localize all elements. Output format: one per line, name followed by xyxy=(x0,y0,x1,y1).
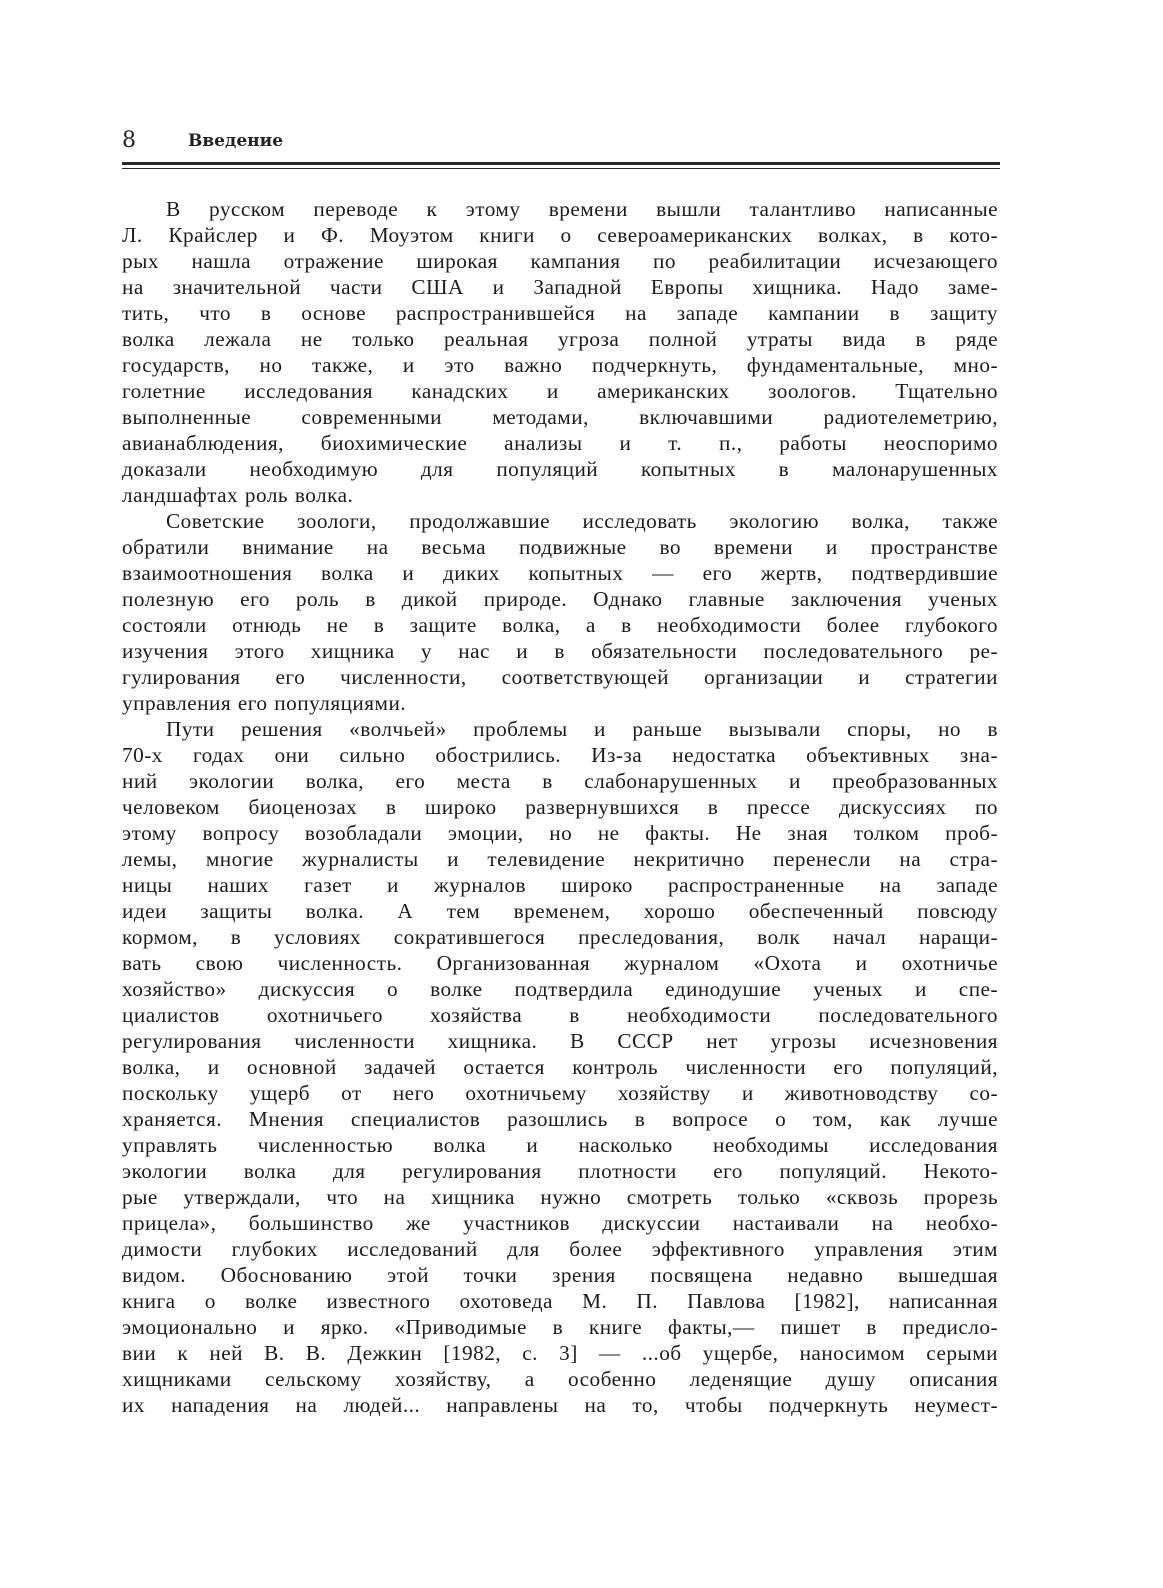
text-line: взаимоотношения волка и диких копытных — его жертв, подтвердившие xyxy=(122,561,998,585)
text-line: хищниками сельскому хозяйству, а особенно леденящие душу описания xyxy=(122,1367,998,1391)
text-line: рые утверждали, что на хищника нужно смотреть только «сквозь прорезь xyxy=(122,1185,998,1209)
text-line: книга о волке известного охотоведа М. П. Павлова [1982], написанная xyxy=(122,1289,998,1313)
text-line: выполненные современными методами, включавшими радиотелеметрию, xyxy=(122,405,998,429)
text-line: циалистов охотничьего хозяйства в необходимости последовательного xyxy=(122,1003,998,1027)
header-rule-thick xyxy=(122,162,1000,165)
text-line: регулирования численности хищника. В СССР нет угрозы исчезновения xyxy=(122,1029,998,1053)
text-line: гулирования его численности, соответствующей организации и стратегии xyxy=(122,665,998,689)
text-line: кормом, в условиях сократившегося преследования, волк начал наращи- xyxy=(122,925,998,949)
text-line: В русском переводе к этому времени вышли талантливо написанные xyxy=(166,197,998,221)
text-line: лемы, многие журналисты и телевидение некритично перенесли на стра- xyxy=(122,847,998,871)
text-line: идеи защиты волка. А тем временем, хорошо обеспеченный повсюду xyxy=(122,899,998,923)
text-line: изучения этого хищника у нас и в обязательности последовательного ре- xyxy=(122,639,998,663)
text-line: экологии волка для регулирования плотности его популяций. Некото- xyxy=(122,1159,998,1183)
text-line: доказали необходимую для популяций копытных в малонарушенных xyxy=(122,457,998,481)
text-line: вии к ней В. В. Дежкин [1982, с. 3] — ...об ущербе, наносимом серыми xyxy=(122,1341,998,1365)
text-line: ницы наших газет и журналов широко распространенные на западе xyxy=(122,873,998,897)
paragraph xyxy=(122,716,998,1418)
text-line: управления его популяциями. xyxy=(122,691,407,715)
header-rule-thin xyxy=(122,168,1000,169)
paragraph xyxy=(122,508,998,716)
text-line: вать свою численность. Организованная журналом «Охота и охотничье xyxy=(122,951,998,975)
text-line: эмоционально и ярко. «Приводимые в книге факты,— пишет в предисло- xyxy=(122,1315,998,1339)
text-line: волка лежала не только реальная угроза полной утраты вида в ряде xyxy=(122,327,998,351)
text-line: прицела», большинство же участников дискуссии настаивали на необхо- xyxy=(122,1211,998,1235)
text-line: человеком биоценозах в широко развернувшихся в прессе дискуссиях по xyxy=(122,795,998,819)
page-number: 8 xyxy=(122,128,136,153)
text-line: авианаблюдения, биохимические анализы и т. п., работы неоспоримо xyxy=(122,431,998,455)
text-line: димости глубоких исследований для более эффективного управления этим xyxy=(122,1237,998,1261)
text-line: 70-х годах они сильно обострились. Из-за недостатка объективных зна- xyxy=(122,743,998,767)
text-line: обратили внимание на весьма подвижные во времени и пространстве xyxy=(122,535,998,559)
text-line: Пути решения «волчьей» проблемы и раньше вызывали споры, но в xyxy=(166,717,998,741)
text-line: волка, и основной задачей остается контроль численности его популяций, xyxy=(122,1055,998,1079)
running-header xyxy=(122,127,1000,157)
text-line: их нападения на людей... направлены на то, чтобы подчеркнуть неумест- xyxy=(122,1393,998,1417)
text-line: рых нашла отражение широкая кампания по реабилитации исчезающего xyxy=(122,249,998,273)
text-line: полезную его роль в дикой природе. Однако главные заключения ученых xyxy=(122,587,998,611)
text-line: ний экологии волка, его места в слабонарушенных и преобразованных xyxy=(122,769,998,793)
text-line: поскольку ущерб от него охотничьему хозяйству и животноводству со- xyxy=(122,1081,998,1105)
text-line: государств, но также, и это важно подчеркнуть, фундаментальные, мно- xyxy=(122,353,998,377)
text-line: управлять численностью волка и насколько необходимы исследования xyxy=(122,1133,998,1157)
text-line: Л. Крайслер и Ф. Моуэтом книги о североамериканских волках, в кото- xyxy=(122,223,998,247)
text-line: тить, что в основе распространившейся на западе кампании в защиту xyxy=(122,301,998,325)
text-line: на значительной части США и Западной Европы хищника. Надо заме- xyxy=(122,275,998,299)
text-line: ландшафтах роль волка. xyxy=(122,483,354,507)
text-line: голетние исследования канадских и американских зоологов. Тщательно xyxy=(122,379,998,403)
text-line: хозяйство» дискуссия о волке подтвердила единодушие ученых и спе- xyxy=(122,977,998,1001)
text-line: видом. Обоснованию этой точки зрения посвящена недавно вышедшая xyxy=(122,1263,998,1287)
body-text xyxy=(122,196,998,1418)
paragraph xyxy=(122,196,998,508)
text-line: этому вопросу возобладали эмоции, но не факты. Не зная толком проб- xyxy=(122,821,998,845)
running-title: Введение xyxy=(188,131,284,151)
text-line: храняется. Мнения специалистов разошлись в вопросе о том, как лучше xyxy=(122,1107,998,1131)
text-line: Советские зоологи, продолжавшие исследовать экологию волка, также xyxy=(166,509,998,533)
text-line: состояли отнюдь не в защите волка, а в необходимости более глубокого xyxy=(122,613,998,637)
